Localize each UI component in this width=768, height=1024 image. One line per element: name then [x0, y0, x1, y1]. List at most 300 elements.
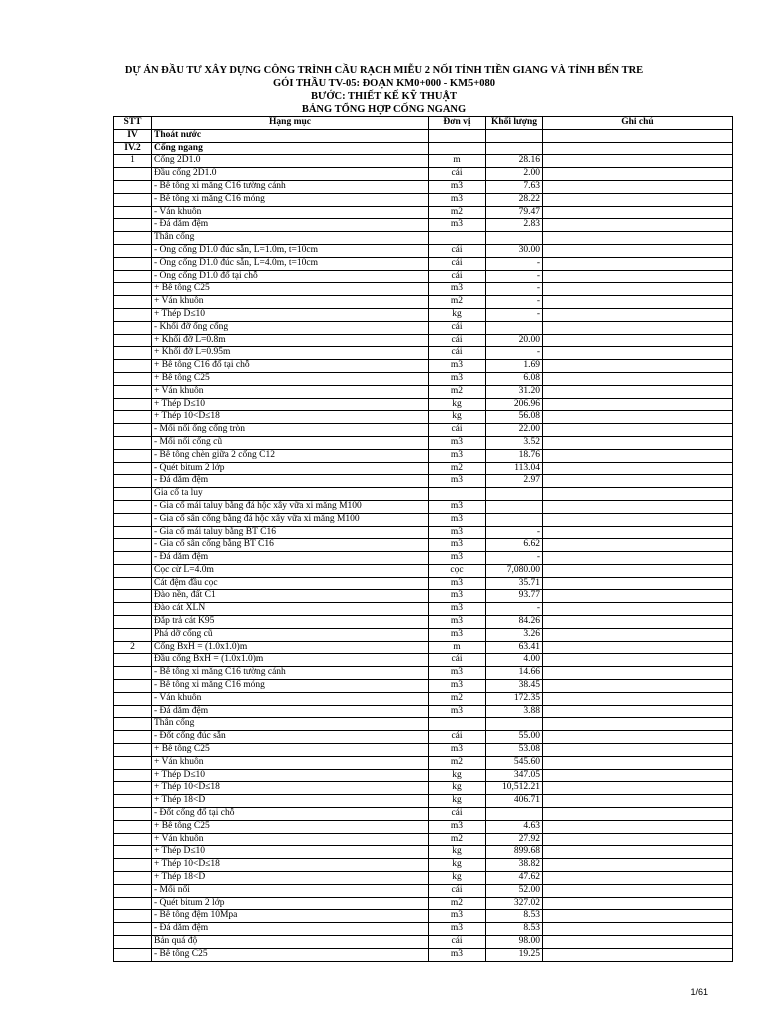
row-note — [543, 526, 733, 539]
row-note — [543, 808, 733, 821]
row-unit: cái — [429, 168, 486, 181]
row-note — [543, 193, 733, 206]
row-note — [543, 667, 733, 680]
row-note — [543, 705, 733, 718]
row-unit: m3 — [429, 513, 486, 526]
row-stt — [114, 398, 152, 411]
row-unit: m3 — [429, 820, 486, 833]
table-row — [114, 372, 733, 385]
row-note — [543, 513, 733, 526]
row-item: Đào cát XLN — [152, 603, 429, 616]
row-unit: m2 — [429, 833, 486, 846]
row-unit: m3 — [429, 628, 486, 641]
table-row — [114, 718, 733, 731]
row-quantity: - — [486, 270, 543, 283]
row-stt — [114, 692, 152, 705]
row-quantity: 4.63 — [486, 820, 543, 833]
page-number: 1/61 — [690, 987, 708, 997]
table-row — [114, 923, 733, 936]
table-row — [114, 513, 733, 526]
row-stt — [114, 500, 152, 513]
column-header-item: Hạng mục — [152, 117, 429, 130]
row-unit — [429, 488, 486, 501]
table-body — [114, 129, 733, 961]
row-stt — [114, 411, 152, 424]
row-unit: m2 — [429, 692, 486, 705]
row-quantity: 3.52 — [486, 436, 543, 449]
row-note — [543, 756, 733, 769]
row-item: - Ván khuôn — [152, 692, 429, 705]
row-quantity: 899.68 — [486, 846, 543, 859]
row-note — [543, 270, 733, 283]
row-unit: cái — [429, 334, 486, 347]
row-unit: kg — [429, 411, 486, 424]
row-unit: cái — [429, 936, 486, 949]
row-note — [543, 475, 733, 488]
row-quantity: 6.62 — [486, 539, 543, 552]
table-row — [114, 398, 733, 411]
row-stt — [114, 846, 152, 859]
row-quantity: - — [486, 603, 543, 616]
row-quantity — [486, 513, 543, 526]
row-quantity: 19.25 — [486, 948, 543, 961]
culvert-summary-table — [113, 116, 733, 962]
row-quantity: 38.82 — [486, 859, 543, 872]
row-quantity — [486, 142, 543, 155]
row-item: - Đá dăm đệm — [152, 219, 429, 232]
column-header-note: Ghi chú — [543, 117, 733, 130]
row-stt: IV.2 — [114, 142, 152, 155]
table-row — [114, 347, 733, 360]
row-item: + Thép 18<D — [152, 872, 429, 885]
row-quantity: 3.26 — [486, 628, 543, 641]
row-note — [543, 923, 733, 936]
table-row — [114, 948, 733, 961]
row-unit: m — [429, 155, 486, 168]
row-stt — [114, 756, 152, 769]
row-quantity: - — [486, 296, 543, 309]
row-item: + Thép 18<D — [152, 795, 429, 808]
row-item: - Đá dăm đệm — [152, 705, 429, 718]
row-unit: kg — [429, 782, 486, 795]
table-row — [114, 680, 733, 693]
table-row — [114, 808, 733, 821]
table-row — [114, 744, 733, 757]
project-title: DỰ ÁN ĐẦU TƯ XÂY DỰNG CÔNG TRÌNH CẦU RẠCH MIỄU 2 NỐI TỈNH TIỀN GIANG VÀ TỈNH BẾN TRE — [124, 65, 644, 76]
row-note — [543, 347, 733, 360]
row-note — [543, 769, 733, 782]
row-unit: kg — [429, 308, 486, 321]
row-note — [543, 372, 733, 385]
row-note — [543, 168, 733, 181]
row-quantity: 47.62 — [486, 872, 543, 885]
row-quantity: - — [486, 283, 543, 296]
row-unit: kg — [429, 859, 486, 872]
row-unit: m3 — [429, 436, 486, 449]
row-quantity: 8.53 — [486, 923, 543, 936]
row-item: - Bê tông C25 — [152, 948, 429, 961]
table-row — [114, 168, 733, 181]
row-stt — [114, 180, 152, 193]
row-quantity: 27.92 — [486, 833, 543, 846]
row-stt — [114, 923, 152, 936]
row-quantity: 2.00 — [486, 168, 543, 181]
row-item: Cọc cừ L=4.0m — [152, 564, 429, 577]
row-note — [543, 795, 733, 808]
row-note — [543, 692, 733, 705]
row-quantity: 4.00 — [486, 654, 543, 667]
table-row — [114, 590, 733, 603]
row-stt — [114, 193, 152, 206]
row-stt — [114, 552, 152, 565]
table-row — [114, 910, 733, 923]
row-quantity: 206.96 — [486, 398, 543, 411]
row-note — [543, 283, 733, 296]
row-unit: cái — [429, 731, 486, 744]
row-note — [543, 872, 733, 885]
row-note — [543, 257, 733, 270]
row-item: - Ống cống D1.0 đúc sẵn, L=4.0m, t=10cm — [152, 257, 429, 270]
table-row — [114, 334, 733, 347]
row-stt — [114, 577, 152, 590]
row-quantity — [486, 321, 543, 334]
row-item: Đào nền, đất C1 — [152, 590, 429, 603]
table-row — [114, 641, 733, 654]
row-note — [543, 590, 733, 603]
row-item: Cống 2D1.0 — [152, 155, 429, 168]
row-stt — [114, 334, 152, 347]
row-stt — [114, 897, 152, 910]
row-note — [543, 859, 733, 872]
row-stt — [114, 462, 152, 475]
row-quantity: 28.22 — [486, 193, 543, 206]
row-unit: m2 — [429, 296, 486, 309]
row-item: - Gia cố mái taluy bằng BT C16 — [152, 526, 429, 539]
table-row — [114, 820, 733, 833]
row-stt: 2 — [114, 641, 152, 654]
row-quantity: 63.41 — [486, 641, 543, 654]
table-row — [114, 244, 733, 257]
row-item: + Bê tông C16 đổ tại chỗ — [152, 360, 429, 373]
table-row — [114, 129, 733, 142]
row-stt — [114, 385, 152, 398]
row-note — [543, 884, 733, 897]
row-unit: kg — [429, 795, 486, 808]
row-stt: 1 — [114, 155, 152, 168]
table-title: BẢNG TỔNG HỢP CỐNG NGANG — [301, 104, 467, 115]
row-unit: cọc — [429, 564, 486, 577]
row-note — [543, 436, 733, 449]
table-row — [114, 488, 733, 501]
row-stt — [114, 232, 152, 245]
row-item: - Quét bitum 2 lớp — [152, 897, 429, 910]
row-unit — [429, 129, 486, 142]
row-unit: cái — [429, 270, 486, 283]
table-row — [114, 462, 733, 475]
row-item: - Ống cống D1.0 đổ tại chỗ — [152, 270, 429, 283]
row-quantity: 31.20 — [486, 385, 543, 398]
row-unit: m3 — [429, 449, 486, 462]
row-item: - Đá dăm đệm — [152, 475, 429, 488]
table-row — [114, 219, 733, 232]
row-item: Thân cống — [152, 718, 429, 731]
row-quantity: 172.35 — [486, 692, 543, 705]
row-item: + Bê tông C25 — [152, 744, 429, 757]
row-unit: m3 — [429, 500, 486, 513]
row-item: + Bê tông C25 — [152, 372, 429, 385]
row-unit: cái — [429, 347, 486, 360]
table-row — [114, 449, 733, 462]
row-stt — [114, 168, 152, 181]
row-item: + Ván khuôn — [152, 296, 429, 309]
row-item: - Quét bitum 2 lớp — [152, 462, 429, 475]
row-stt — [114, 910, 152, 923]
row-quantity — [486, 718, 543, 731]
row-item: + Thép D≤10 — [152, 308, 429, 321]
table-row — [114, 936, 733, 949]
row-unit: m3 — [429, 539, 486, 552]
row-stt — [114, 424, 152, 437]
row-note — [543, 539, 733, 552]
row-item: Cống BxH = (1.0x1.0)m — [152, 641, 429, 654]
row-item: Phá dỡ cống cũ — [152, 628, 429, 641]
row-stt — [114, 436, 152, 449]
row-stt — [114, 539, 152, 552]
row-note — [543, 603, 733, 616]
table-row — [114, 257, 733, 270]
row-stt — [114, 372, 152, 385]
table-row — [114, 475, 733, 488]
table-row — [114, 436, 733, 449]
row-item: - Bê tông xi măng C16 móng — [152, 193, 429, 206]
row-unit: m3 — [429, 180, 486, 193]
row-item: Thân cống — [152, 232, 429, 245]
row-stt — [114, 859, 152, 872]
table-row — [114, 155, 733, 168]
row-item: + Ván khuôn — [152, 833, 429, 846]
row-quantity: 7,080.00 — [486, 564, 543, 577]
row-quantity: 98.00 — [486, 936, 543, 949]
row-quantity: 38.45 — [486, 680, 543, 693]
table-row — [114, 616, 733, 629]
row-quantity — [486, 232, 543, 245]
table-row — [114, 795, 733, 808]
row-unit: m3 — [429, 526, 486, 539]
table-row — [114, 385, 733, 398]
row-unit: cái — [429, 321, 486, 334]
row-note — [543, 936, 733, 949]
row-unit: kg — [429, 872, 486, 885]
row-note — [543, 820, 733, 833]
row-stt — [114, 360, 152, 373]
row-unit: cái — [429, 257, 486, 270]
row-unit: kg — [429, 769, 486, 782]
row-quantity: 347.05 — [486, 769, 543, 782]
row-stt — [114, 769, 152, 782]
table-row — [114, 872, 733, 885]
row-note — [543, 385, 733, 398]
table-row — [114, 552, 733, 565]
row-note — [543, 577, 733, 590]
row-note — [543, 846, 733, 859]
row-quantity: 55.00 — [486, 731, 543, 744]
stage-title: BƯỚC: THIẾT KẾ KỸ THUẬT — [310, 91, 458, 102]
table-row — [114, 360, 733, 373]
row-quantity: 30.00 — [486, 244, 543, 257]
row-quantity: 327.02 — [486, 897, 543, 910]
row-quantity: 406.71 — [486, 795, 543, 808]
row-quantity: 53.08 — [486, 744, 543, 757]
row-stt — [114, 526, 152, 539]
row-note — [543, 321, 733, 334]
table-row — [114, 321, 733, 334]
table-row — [114, 270, 733, 283]
table-row — [114, 603, 733, 616]
row-note — [543, 129, 733, 142]
table-row — [114, 731, 733, 744]
table-row — [114, 884, 733, 897]
row-stt — [114, 833, 152, 846]
row-stt — [114, 718, 152, 731]
row-item: - Mối nối cống cũ — [152, 436, 429, 449]
row-item: - Bê tông xi măng C16 tường cánh — [152, 667, 429, 680]
row-stt — [114, 257, 152, 270]
row-item: - Khối đỡ ống cống — [152, 321, 429, 334]
row-quantity: - — [486, 347, 543, 360]
row-quantity: 52.00 — [486, 884, 543, 897]
row-unit: cái — [429, 424, 486, 437]
row-quantity: 8.53 — [486, 910, 543, 923]
row-note — [543, 654, 733, 667]
row-item: + Thép 10<D≤18 — [152, 411, 429, 424]
row-unit: m2 — [429, 462, 486, 475]
row-note — [543, 232, 733, 245]
row-unit: cái — [429, 654, 486, 667]
table-row — [114, 283, 733, 296]
row-unit: m2 — [429, 385, 486, 398]
row-unit: m3 — [429, 552, 486, 565]
row-unit: m3 — [429, 193, 486, 206]
row-stt — [114, 731, 152, 744]
row-stt — [114, 795, 152, 808]
row-item: - Đốt cống đúc sẵn — [152, 731, 429, 744]
row-item: + Khối đỡ L=0.95m — [152, 347, 429, 360]
row-unit: m3 — [429, 680, 486, 693]
row-unit: m3 — [429, 705, 486, 718]
row-quantity: - — [486, 257, 543, 270]
row-unit: m3 — [429, 667, 486, 680]
row-quantity: 10,512.21 — [486, 782, 543, 795]
row-note — [543, 782, 733, 795]
row-note — [543, 244, 733, 257]
row-item: - Bê tông đệm 10Mpa — [152, 910, 429, 923]
row-stt — [114, 449, 152, 462]
row-item: + Bê tông C25 — [152, 283, 429, 296]
row-unit: cái — [429, 808, 486, 821]
row-item: - Đá dăm đệm — [152, 923, 429, 936]
table-row — [114, 296, 733, 309]
table-row — [114, 142, 733, 155]
row-quantity: - — [486, 308, 543, 321]
row-note — [543, 948, 733, 961]
row-item: Đầu cống 2D1.0 — [152, 168, 429, 181]
row-stt — [114, 308, 152, 321]
row-stt — [114, 616, 152, 629]
row-unit: m — [429, 641, 486, 654]
row-unit: m3 — [429, 948, 486, 961]
table-row — [114, 180, 733, 193]
table-row — [114, 193, 733, 206]
table-row — [114, 500, 733, 513]
row-stt — [114, 680, 152, 693]
row-quantity: 20.00 — [486, 334, 543, 347]
row-note — [543, 488, 733, 501]
row-unit — [429, 142, 486, 155]
row-note — [543, 680, 733, 693]
row-item: + Thép D≤10 — [152, 846, 429, 859]
row-item: - Ván khuôn — [152, 206, 429, 219]
row-unit: m3 — [429, 219, 486, 232]
table-row — [114, 654, 733, 667]
row-unit — [429, 718, 486, 731]
row-item: + Thép D≤10 — [152, 398, 429, 411]
row-item: + Thép D≤10 — [152, 769, 429, 782]
row-unit: m3 — [429, 577, 486, 590]
row-item: + Ván khuôn — [152, 756, 429, 769]
row-unit: cái — [429, 884, 486, 897]
row-item: - Gia cố sân cống bằng đá hộc xây vữa xi măng M100 — [152, 513, 429, 526]
column-header-quantity: Khối lượng — [486, 117, 543, 130]
row-item: - Bê tông xi măng C16 móng — [152, 680, 429, 693]
row-unit: m3 — [429, 360, 486, 373]
row-stt — [114, 270, 152, 283]
table-row — [114, 846, 733, 859]
row-quantity: 28.16 — [486, 155, 543, 168]
row-quantity — [486, 488, 543, 501]
row-stt — [114, 654, 152, 667]
row-quantity: 6.08 — [486, 372, 543, 385]
row-stt — [114, 206, 152, 219]
row-stt: IV — [114, 129, 152, 142]
row-quantity: 2.97 — [486, 475, 543, 488]
row-stt — [114, 744, 152, 757]
row-item: Cống ngang — [152, 142, 429, 155]
row-unit: kg — [429, 846, 486, 859]
row-unit: m3 — [429, 590, 486, 603]
row-note — [543, 360, 733, 373]
row-quantity: - — [486, 552, 543, 565]
table-row — [114, 833, 733, 846]
row-quantity: 35.71 — [486, 577, 543, 590]
table-row — [114, 897, 733, 910]
row-item: + Thép 10<D≤18 — [152, 859, 429, 872]
row-unit: m3 — [429, 923, 486, 936]
row-stt — [114, 667, 152, 680]
row-stt — [114, 936, 152, 949]
row-unit: m3 — [429, 372, 486, 385]
row-note — [543, 897, 733, 910]
row-stt — [114, 782, 152, 795]
row-note — [543, 219, 733, 232]
row-stt — [114, 296, 152, 309]
column-header-unit: Đơn vị — [429, 117, 486, 130]
row-note — [543, 398, 733, 411]
row-quantity: 113.04 — [486, 462, 543, 475]
row-quantity: 56.08 — [486, 411, 543, 424]
row-note — [543, 449, 733, 462]
table-row — [114, 539, 733, 552]
row-unit: m3 — [429, 603, 486, 616]
